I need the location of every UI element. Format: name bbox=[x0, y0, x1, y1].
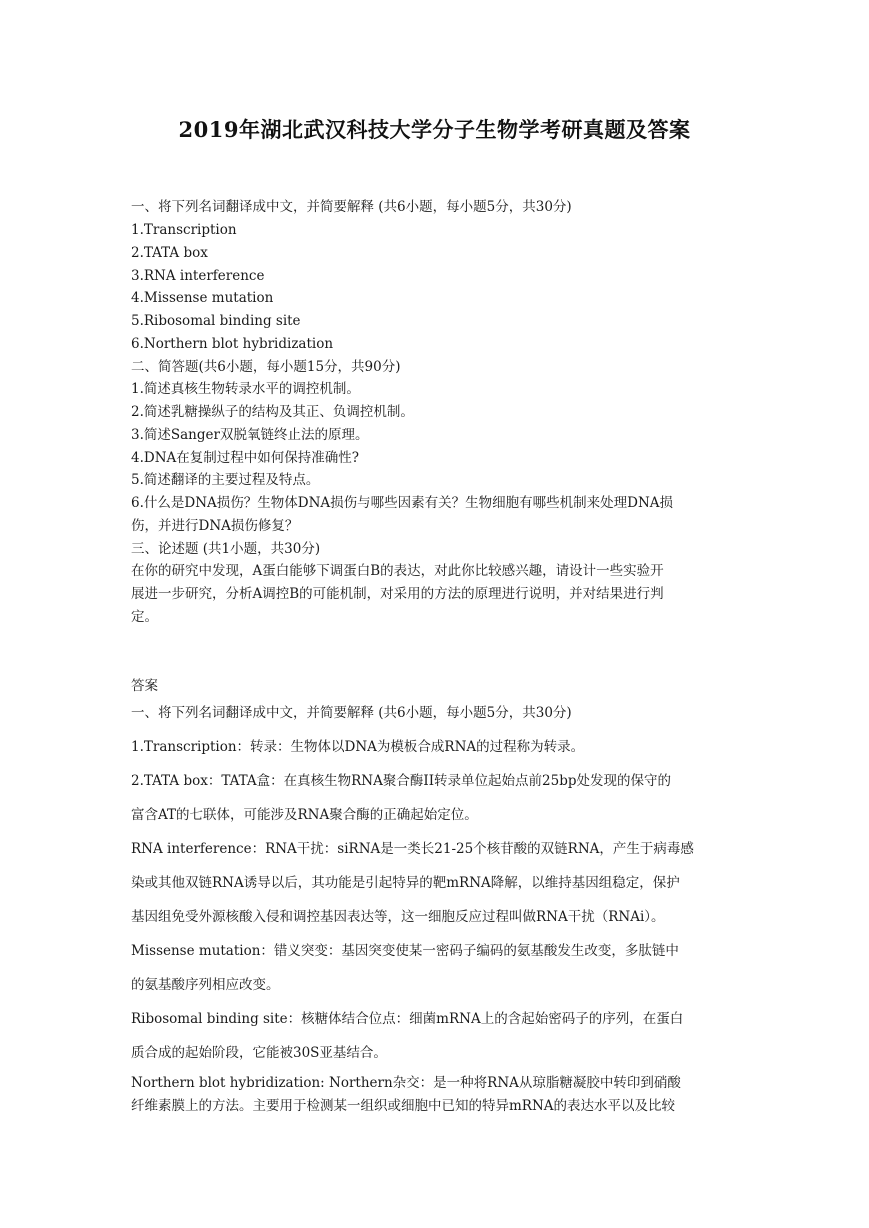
essay-question-line: 定。 bbox=[131, 609, 158, 625]
answers-section1-header: 一、将下列名词翻译成中文，并简要解释 (共6小题，每小题5分，共30分) bbox=[131, 705, 572, 721]
question-item-continued: 伤，并进行DNA损伤修复？ bbox=[131, 518, 299, 534]
section1-header: 一、将下列名词翻译成中文，并简要解释 (共6小题，每小题5分，共30分) bbox=[131, 199, 572, 215]
answer-line: 富含AT的七联体，可能涉及RNA聚合酶的正确起始定位。 bbox=[131, 807, 478, 823]
document-title: 2019年湖北武汉科技大学分子生物学考研真题及答案 bbox=[178, 117, 691, 142]
question-item: 4.DNA在复制过程中如何保持准确性? bbox=[131, 450, 360, 466]
answer-line: Northern blot hybridization: Northern杂交：是一种将RNA从琼脂糖凝胶中转印到硝酸 bbox=[131, 1075, 681, 1091]
answer-line: 2.TATA box：TATA盒：在真核生物RNA聚合酶II转录单位起始点前25bp处发现的保守的 bbox=[131, 773, 671, 789]
answer-line: 染或其他双链RNA诱导以后，其功能是引起特异的靶mRNA降解，以维持基因组稳定，保护 bbox=[131, 875, 680, 891]
essay-question-line: 在你的研究中发现，A蛋白能够下调蛋白B的表达，对此你比较感兴趣，请设计一些实验开 bbox=[131, 563, 664, 579]
question-item: 2.TATA box bbox=[131, 245, 208, 261]
section2-header: 二、简答题(共6小题，每小题15分，共90分) bbox=[131, 359, 401, 375]
question-item: 1.Transcription bbox=[131, 222, 237, 238]
question-item: 3.RNA interference bbox=[131, 268, 265, 284]
answers-heading: 答案 bbox=[131, 678, 158, 694]
question-item: 6.Northern blot hybridization bbox=[131, 336, 334, 352]
essay-question-line: 展进一步研究，分析A调控B的可能机制，对采用的方法的原理进行说明，并对结果进行判 bbox=[131, 586, 664, 602]
question-item: 6.什么是DNA损伤？生物体DNA损伤与哪些因素有关？生物细胞有哪些机制来处理DNA损 bbox=[131, 495, 674, 511]
answer-line: 质合成的起始阶段，它能被30S亚基结合。 bbox=[131, 1045, 387, 1061]
question-item: 5.简述翻译的主要过程及特点。 bbox=[131, 472, 320, 488]
question-item: 5.Ribosomal binding site bbox=[131, 313, 301, 329]
answer-line: Missense mutation：错义突变：基因突变使某一密码子编码的氨基酸发生改变，多肽链中 bbox=[131, 943, 679, 959]
answer-line: 纤维素膜上的方法。主要用于检测某一组织或细胞中已知的特异mRNA的表达水平以及比较 bbox=[131, 1098, 676, 1114]
question-item: 1.简述真核生物转录水平的调控机制。 bbox=[131, 381, 360, 397]
question-item: 4.Missense mutation bbox=[131, 290, 274, 306]
answer-line: 1.Transcription：转录：生物体以DNA为模板合成RNA的过程称为转录。 bbox=[131, 739, 585, 755]
section3-header: 三、论述题 (共1小题，共30分) bbox=[131, 541, 321, 557]
answer-line: 的氨基酸序列相应改变。 bbox=[131, 977, 280, 993]
answer-line: 基因组免受外源核酸入侵和调控基因表达等，这一细胞反应过程叫做RNA干扰（RNAi）。 bbox=[131, 909, 665, 925]
question-item: 3.简述Sanger双脱氧链终止法的原理。 bbox=[131, 427, 369, 443]
question-item: 2.简述乳糖操纵子的结构及其正、负调控机制。 bbox=[131, 404, 414, 420]
answer-line: RNA interference：RNA干扰：siRNA是一类长21-25个核苷酸的双链RNA，产生于病毒感 bbox=[131, 841, 694, 857]
answer-line: Ribosomal binding site：核糖体结合位点：细菌mRNA上的含起始密码子的序列，在蛋白 bbox=[131, 1011, 684, 1027]
